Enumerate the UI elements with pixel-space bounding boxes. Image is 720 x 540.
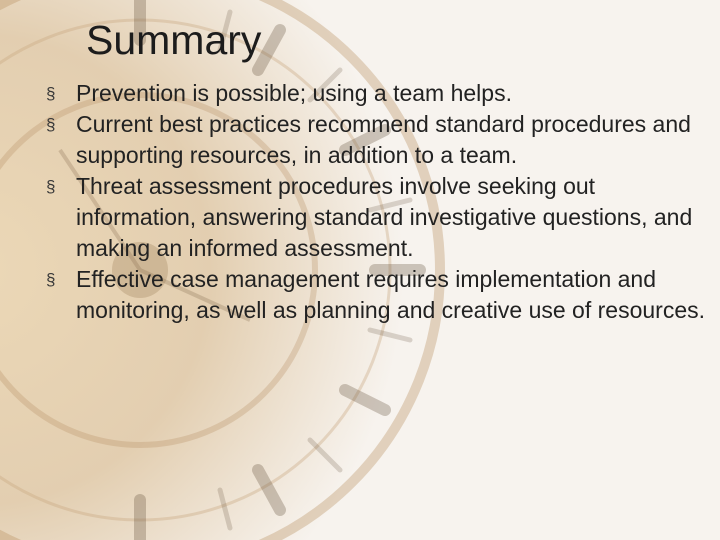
- bullet-marker-icon: §: [46, 177, 56, 196]
- bullet-text: Prevention is possible; using a team helps.: [76, 80, 512, 106]
- bullet-item: [46, 78, 706, 109]
- bullet-text: Threat assessment procedures involve seeking out information, answering standard investigative questions, and making an informed assessment.: [76, 173, 693, 261]
- bullet-list: [46, 78, 706, 326]
- bullet-marker-icon: §: [46, 115, 56, 134]
- bullet-text: Current best practices recommend standard procedures and supporting resources, in addition to a team.: [76, 111, 691, 168]
- bullet-marker-icon: §: [46, 84, 56, 103]
- bullet-item: [46, 171, 706, 264]
- bullet-item: [46, 109, 706, 171]
- bullet-marker-icon: §: [46, 270, 56, 289]
- bullet-item: [46, 264, 706, 326]
- slide-title: Summary: [86, 17, 262, 63]
- bullet-text: Effective case management requires implementation and monitoring, as well as planning and creative use of resources.: [76, 266, 706, 323]
